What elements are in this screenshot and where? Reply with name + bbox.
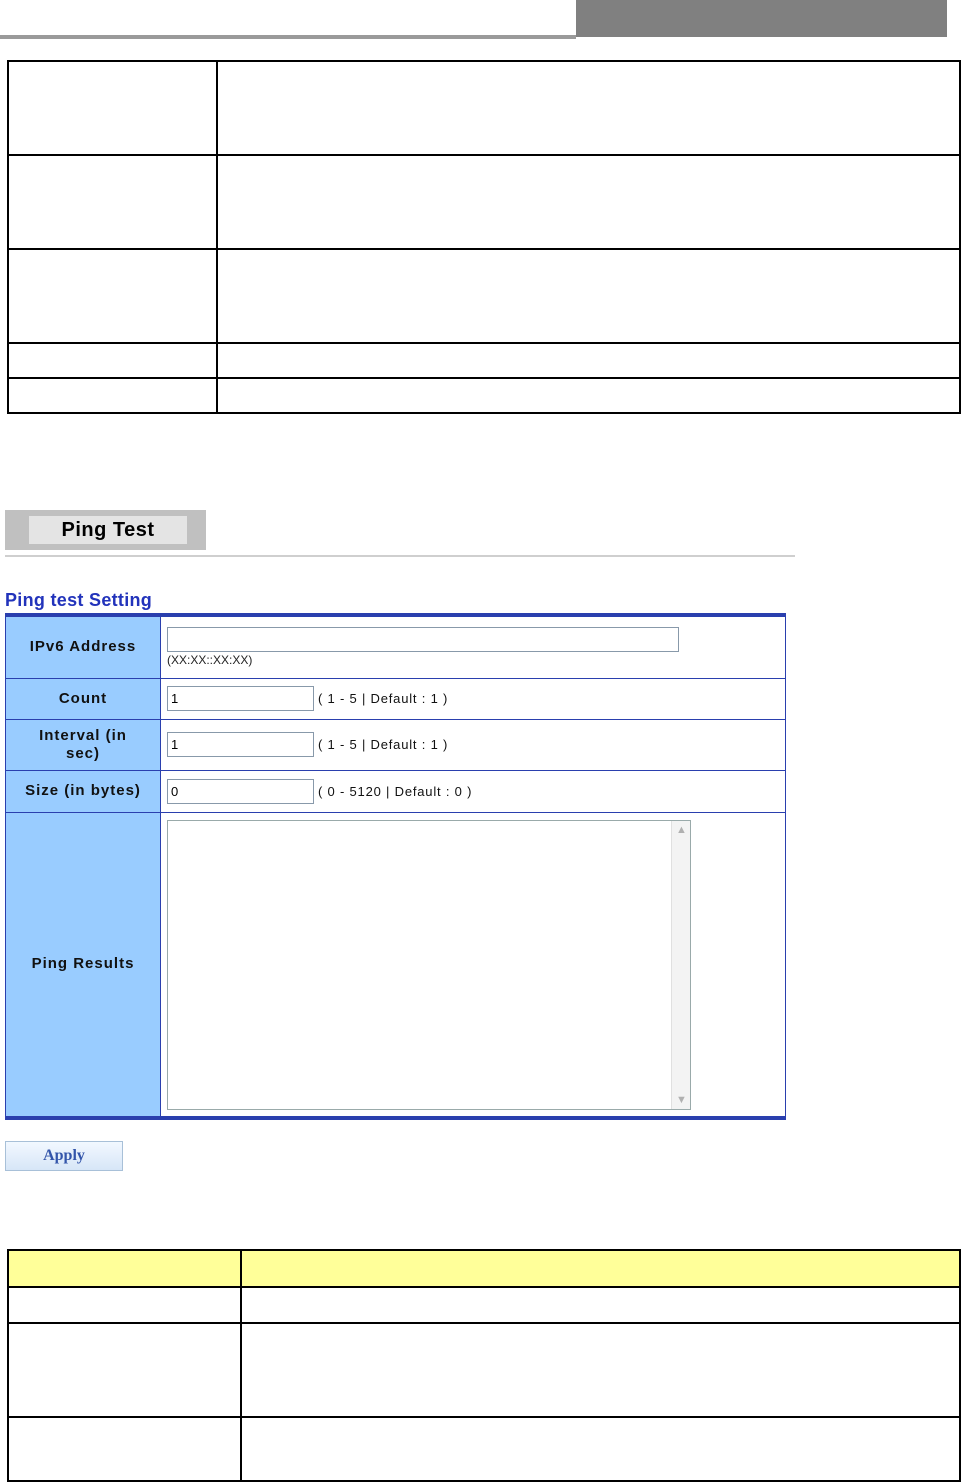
- header-block: [576, 0, 947, 37]
- results-cell: [161, 812, 786, 1118]
- size-cell: [161, 770, 786, 812]
- section-title: Ping test Setting: [5, 590, 153, 610]
- table-header-cell: [241, 1250, 960, 1287]
- size-input[interactable]: [167, 779, 314, 804]
- table-row: [8, 155, 960, 249]
- ping-settings-form: [5, 613, 786, 1120]
- table-row: [8, 61, 960, 155]
- table-cell: [241, 1417, 960, 1481]
- table-cell: [8, 343, 217, 378]
- results-scrollbar[interactable]: [671, 821, 690, 1109]
- table-cell: [8, 155, 217, 249]
- count-hint: ( 1 - 5 | Default : 1 ): [318, 691, 449, 706]
- ipv6-cell: [161, 615, 786, 678]
- tab-divider: [5, 555, 795, 557]
- scroll-up-icon[interactable]: ▲: [676, 823, 687, 836]
- interval-label-line2: sec): [65, 744, 101, 762]
- table-row: [8, 1323, 960, 1417]
- description-table-top: [7, 60, 961, 414]
- ipv6-label: IPv6 Address: [6, 615, 161, 678]
- table-cell: [217, 343, 960, 378]
- interval-input[interactable]: [167, 732, 314, 757]
- ipv6-format-hint: (XX:XX::XX:XX): [167, 653, 253, 668]
- count-label: Count: [6, 678, 161, 719]
- table-row: [8, 1287, 960, 1323]
- interval-hint: ( 1 - 5 | Default : 1 ): [318, 737, 449, 752]
- form-row-interval: [6, 719, 786, 770]
- form-row-count: [6, 678, 786, 719]
- table-row: [8, 343, 960, 378]
- table-cell: [8, 249, 217, 343]
- count-cell: [161, 678, 786, 719]
- table-cell: [8, 1417, 241, 1481]
- table-cell: [8, 1323, 241, 1417]
- table-header-row: [8, 1250, 960, 1287]
- table-cell: [217, 249, 960, 343]
- table-row: [8, 249, 960, 343]
- table-cell: [8, 61, 217, 155]
- count-input[interactable]: [167, 686, 314, 711]
- scroll-down-icon[interactable]: ▼: [676, 1093, 687, 1106]
- table-row: [8, 378, 960, 413]
- results-label: Ping Results: [6, 812, 161, 1118]
- table-row: [8, 1417, 960, 1481]
- ping-test-tab: [5, 510, 206, 550]
- interval-label-line1: Interval (in: [39, 726, 127, 744]
- interval-label: [6, 719, 161, 770]
- table-cell: [8, 378, 217, 413]
- table-cell: [241, 1323, 960, 1417]
- ipv6-address-input[interactable]: [167, 627, 679, 652]
- form-row-ipv6: [6, 615, 786, 678]
- form-row-size: [6, 770, 786, 812]
- ping-results-textarea[interactable]: [167, 820, 691, 1110]
- description-table-bottom: [7, 1249, 961, 1482]
- table-cell: [217, 61, 960, 155]
- apply-button[interactable]: Apply: [5, 1141, 123, 1171]
- table-cell: [8, 1287, 241, 1323]
- interval-cell: [161, 719, 786, 770]
- table-header-cell: [8, 1250, 241, 1287]
- tab-title: Ping Test: [29, 516, 187, 544]
- table-cell: [217, 378, 960, 413]
- size-hint: ( 0 - 5120 | Default : 0 ): [318, 783, 473, 799]
- table-cell: [241, 1287, 960, 1323]
- header-rule: [0, 35, 576, 39]
- form-row-results: [6, 812, 786, 1118]
- results-wrapper: [167, 820, 691, 1110]
- size-label: Size (in bytes): [6, 770, 161, 812]
- table-cell: [217, 155, 960, 249]
